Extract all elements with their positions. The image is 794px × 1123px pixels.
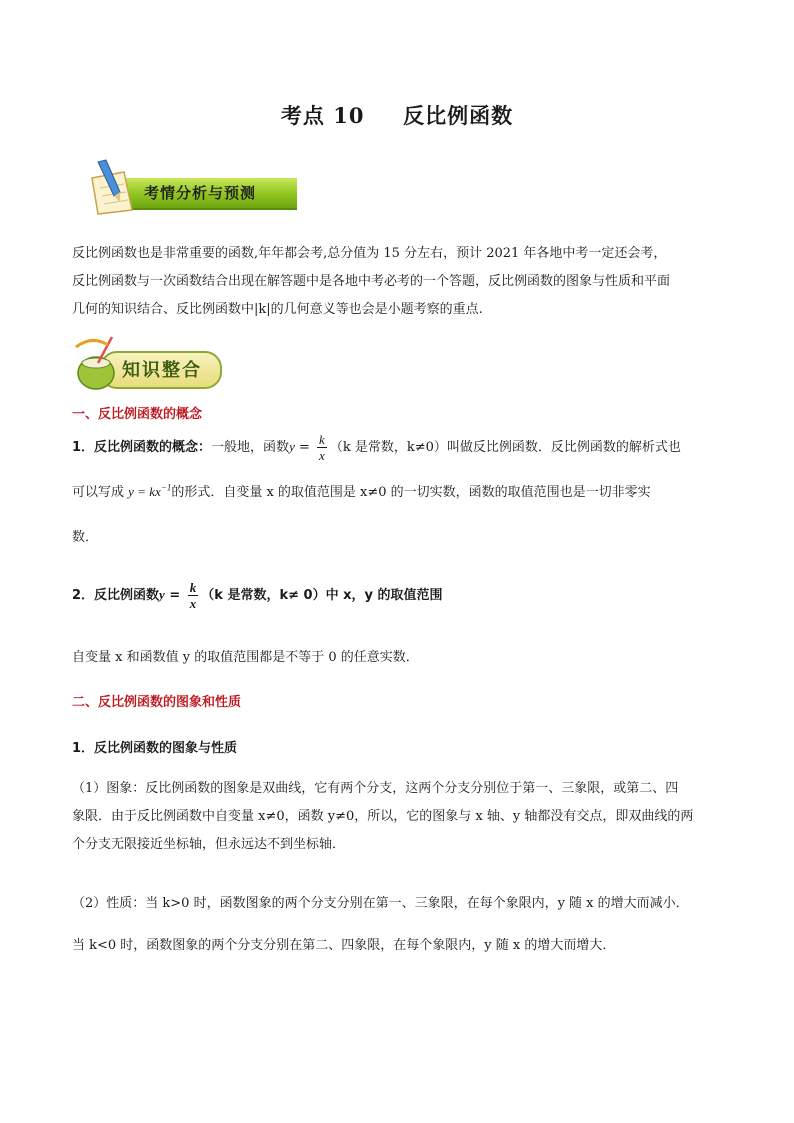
- graph-line-1: （1）图象：反比例函数的图象是双曲线，它有两个分支，这两个分支分别位于第一、三象限，或第二、四: [72, 781, 679, 796]
- concept-text-c: 可以写成: [72, 485, 125, 500]
- concept-text-e: 的形式．自变量 x 的取值范围是 x≠0 的一切实数，函数的取值范围也是一切非零实: [171, 485, 651, 500]
- range-y: y: [159, 587, 165, 602]
- intro-line-1: 反比例函数也是非常重要的函数,年年都会考,总分值为 15 分左右，预计 2021 年各地中考一定还会考，: [72, 246, 667, 261]
- title-prefix: 考点: [280, 103, 325, 128]
- concept-line-3: 数．: [72, 530, 99, 545]
- range-heading: [72, 580, 732, 611]
- concept-eq: =: [298, 440, 310, 455]
- title-name: 反比例函数: [403, 103, 514, 128]
- concept-exponent: −1: [160, 482, 172, 493]
- concept-fraction-num: k: [319, 432, 325, 447]
- title-number: 10: [333, 103, 365, 128]
- concept-fraction: [317, 432, 327, 463]
- intro-paragraph: [72, 240, 722, 324]
- property-line-1: （2）性质：当 k>0 时，函数图象的两个分支分别在第一、三象限，在每个象限内，y 随 x 的增大而减小．: [72, 896, 689, 911]
- range-answer: 自变量 x 和函数值 y 的取值范围都是不等于 0 的任意实数．: [72, 650, 419, 665]
- section-2-heading: 二、反比例函数的图象和性质: [72, 695, 242, 710]
- range-text-a: 2．反比例函数: [72, 588, 160, 603]
- concept-line-2: [72, 481, 732, 500]
- concept-text-a: 一般地，函数: [211, 440, 290, 455]
- section-1-heading: 一、反比例函数的概念: [72, 407, 203, 422]
- graph-subheading: 1．反比例函数的图象与性质: [72, 741, 238, 756]
- graph-line-3: 个分支无限接近坐标轴，但永远达不到坐标轴．: [72, 837, 346, 852]
- knowledge-banner-label: 知识整合: [122, 360, 202, 381]
- range-fraction: [188, 580, 199, 611]
- intro-line-3: 几何的知识结合、反比例函数中|k|的几何意义等也会是小题考察的重点.: [72, 302, 483, 317]
- page-title: [0, 100, 794, 130]
- range-eq: =: [169, 588, 181, 603]
- graph-line-2: 象限．由于反比例函数中自变量 x≠0，函数 y≠0，所以，它的图象与 x 轴、y 轴都没有交点，即双曲线的两: [72, 809, 694, 824]
- concept-y: y: [289, 439, 295, 454]
- range-fraction-den: x: [189, 596, 197, 611]
- intro-line-2: 反比例函数与一次函数结合出现在解答题中是各地中考必考的一个答题，反比例函数的图象与性质和平面: [72, 274, 671, 289]
- concept-line-1: [72, 432, 732, 463]
- concept-text-b: （k 是常数，k≠0）叫做反比例函数．反比例函数的解析式也: [329, 440, 681, 455]
- concept-power-form: y = kx: [128, 484, 161, 499]
- range-text-b: （k 是常数，k≠ 0）中 x，y 的取值范围: [201, 588, 443, 603]
- concept-fraction-den: x: [319, 448, 325, 463]
- analysis-banner-label: 考情分析与预测: [144, 184, 257, 202]
- knowledge-banner: [72, 333, 222, 395]
- graph-paragraph: [72, 775, 722, 859]
- concept-label: 1．反比例函数的概念：: [72, 440, 212, 455]
- range-fraction-num: k: [189, 580, 197, 595]
- property-line-2: 当 k<0 时，函数图象的两个分支分别在第二、四象限，在每个象限内，y 随 x 的增大而增大．: [72, 938, 616, 953]
- analysis-banner: [80, 158, 300, 214]
